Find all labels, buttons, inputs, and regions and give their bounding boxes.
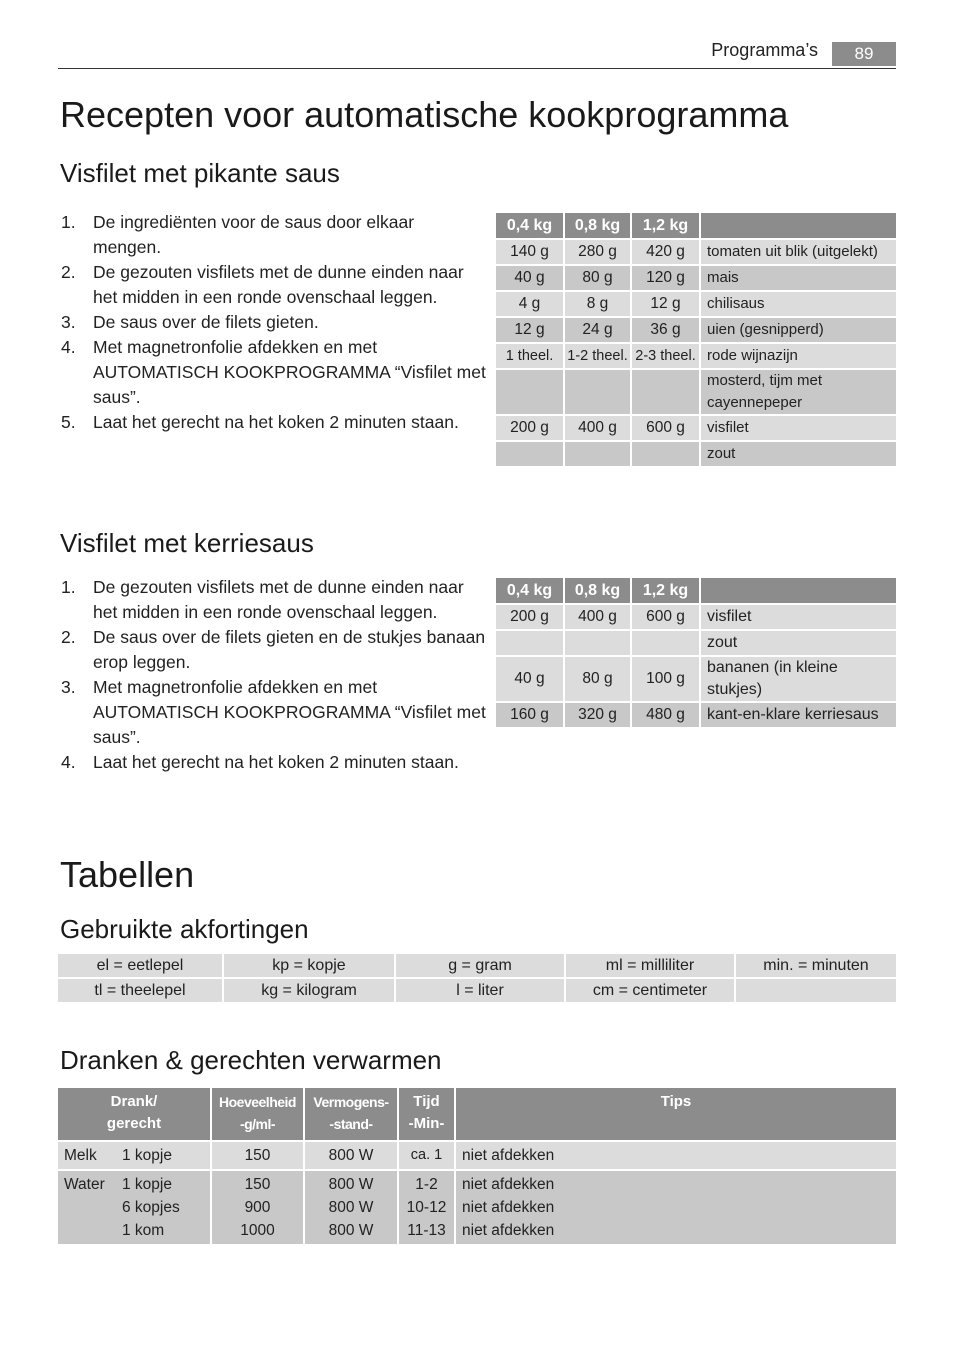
table-cell: 24 g (565, 318, 630, 342)
abbreviations-title: Gebruikte akfortingen (60, 914, 309, 944)
table-cell: 120 g (632, 266, 699, 290)
table-cell: uien (gesnipperd) (701, 318, 896, 342)
header-divider (58, 68, 896, 69)
table-cell: 400 g (565, 416, 630, 440)
table-cell: tomaten uit blik (uitgelekt) (701, 240, 896, 264)
table-cell: 2-3 theel. (632, 344, 699, 368)
table-cell (736, 979, 896, 1002)
table-cell (58, 1171, 210, 1244)
table-cell: 800 W (305, 1142, 397, 1169)
table-cell: ca. 1 (399, 1142, 454, 1169)
table-row (496, 416, 896, 440)
table-row (496, 657, 896, 701)
ingredients-table-pikante-saus (494, 211, 898, 468)
column-header (701, 578, 896, 603)
table-cell: 400 g (565, 605, 630, 629)
list-item: 2. De gezouten visfilets met de dunne einden naar het midden in een ronde ovenschaal leggen. (61, 262, 464, 307)
table-cell (58, 1142, 210, 1169)
drink-portions: 1 kopje (122, 1147, 172, 1164)
table-cell: 600 g (632, 605, 699, 629)
table-header-row (496, 213, 896, 238)
table-cell (565, 442, 630, 466)
table-cell: 160 g (496, 703, 563, 727)
table-cell: 4 g (496, 292, 563, 316)
table-cell: 1-2 10-12 11-13 (399, 1171, 454, 1244)
step-text: Laat het gerecht na het koken 2 minuten staan. (93, 412, 459, 432)
warming-table (56, 1086, 898, 1246)
column-header: 1,2 kg (632, 213, 699, 238)
table-cell: 150 900 1000 (212, 1171, 303, 1244)
column-header: Tijd -Min- (399, 1088, 454, 1140)
table-cell: 200 g (496, 416, 563, 440)
recipe-steps-kerriesaus (58, 575, 486, 775)
table-cell: 140 g (496, 240, 563, 264)
table-cell: min. = minuten (736, 954, 896, 977)
table-cell: 12 g (632, 292, 699, 316)
table-cell: niet afdekken niet afdekken niet afdekken (456, 1171, 896, 1244)
list-item: 2. De saus over de filets gieten en de stukjes banaan erop leggen. (61, 627, 486, 672)
table-cell (565, 631, 630, 655)
table-cell: 80 g (565, 657, 630, 701)
table-cell (496, 370, 563, 414)
table-cell: 800 W 800 W 800 W (305, 1171, 397, 1244)
table-cell (632, 631, 699, 655)
table-cell: l = liter (396, 979, 564, 1002)
table-cell: visfilet (701, 605, 896, 629)
table-cell: rode wijnazijn (701, 344, 896, 368)
table-cell (496, 442, 563, 466)
table-cell: 40 g (496, 657, 563, 701)
table-cell: visfilet (701, 416, 896, 440)
column-header: 0,8 kg (565, 213, 630, 238)
table-cell: 320 g (565, 703, 630, 727)
table-cell: cm = centimeter (566, 979, 734, 1002)
table-cell (496, 631, 563, 655)
table-row (58, 979, 896, 1002)
table-cell (632, 442, 699, 466)
table-cell: 200 g (496, 605, 563, 629)
table-cell: bananen (in kleine stukjes) (701, 657, 896, 701)
table-cell: kg = kilogram (224, 979, 394, 1002)
section-title-tables: Tabellen (60, 854, 195, 895)
list-item: 5. Laat het gerecht na het koken 2 minuten staan. (61, 412, 459, 432)
column-header: 0,8 kg (565, 578, 630, 603)
step-text: De gezouten visfilets met de dunne einden naar het midden in een ronde ovenschaal leggen. (93, 262, 464, 307)
column-header: Tips (456, 1088, 896, 1140)
table-cell: 1 theel. (496, 344, 563, 368)
table-row (496, 318, 896, 342)
list-item: 3. De saus over de filets gieten. (61, 312, 319, 332)
table-row (496, 240, 896, 264)
table-cell: 420 g (632, 240, 699, 264)
table-cell: chilisaus (701, 292, 896, 316)
table-cell: g = gram (396, 954, 564, 977)
column-header: 1,2 kg (632, 578, 699, 603)
table-cell: niet afdekken (456, 1142, 896, 1169)
column-header: Hoeveelheid -g/ml- (212, 1088, 303, 1140)
drink-portions: 1 kopje 6 kopjes 1 kom (122, 1176, 180, 1239)
table-cell: 1-2 theel. (565, 344, 630, 368)
ingredients-table-kerriesaus (494, 576, 898, 729)
table-cell: kant-en-klare kerriesaus (701, 703, 896, 727)
step-text: De saus over de filets gieten. (93, 312, 319, 332)
table-cell: mosterd, tijm met cayennepeper (701, 370, 896, 414)
list-item: 1. De gezouten visfilets met de dunne einden naar het midden in een ronde ovenschaal leggen. (61, 577, 464, 622)
table-cell (565, 370, 630, 414)
table-cell: tl = theelepel (58, 979, 222, 1002)
table-cell: zout (701, 631, 896, 655)
table-row (496, 605, 896, 629)
table-row (58, 1142, 896, 1169)
table-row (496, 266, 896, 290)
table-cell (632, 370, 699, 414)
table-row (496, 703, 896, 727)
column-header: Vermogens- -stand- (305, 1088, 397, 1140)
table-cell: mais (701, 266, 896, 290)
recipe-steps-pikante-saus (58, 210, 486, 435)
table-row (58, 954, 896, 977)
drink-name: Melk (64, 1147, 97, 1164)
table-row (496, 292, 896, 316)
step-text: De gezouten visfilets met de dunne einden naar het midden in een ronde ovenschaal leggen. (93, 577, 464, 622)
table-cell: 480 g (632, 703, 699, 727)
table-cell: 100 g (632, 657, 699, 701)
column-header: Drank/ gerecht (58, 1088, 210, 1140)
table-cell: kp = kopje (224, 954, 394, 977)
section-title-recipes: Recepten voor automatische kookprogramma (60, 94, 789, 135)
table-cell: 36 g (632, 318, 699, 342)
step-text: De ingrediënten voor de saus door elkaar mengen. (93, 212, 415, 257)
step-text: Met magnetronfolie afdekken en met AUTOMATISCH KOOKPROGRAMMA “Visfilet met saus”. (93, 337, 486, 407)
table-header-row (496, 578, 896, 603)
warming-title: Dranken & gerechten verwarmen (60, 1045, 442, 1075)
column-header (701, 213, 896, 238)
table-row (496, 442, 896, 466)
page-number: 89 (832, 42, 896, 66)
table-cell: 600 g (632, 416, 699, 440)
table-cell: 80 g (565, 266, 630, 290)
list-item: 4. Laat het gerecht na het koken 2 minuten staan. (61, 752, 459, 772)
abbreviations-table (56, 952, 898, 1004)
table-cell: 280 g (565, 240, 630, 264)
table-cell: el = eetlepel (58, 954, 222, 977)
table-cell: 150 (212, 1142, 303, 1169)
table-cell: 12 g (496, 318, 563, 342)
column-header: 0,4 kg (496, 578, 563, 603)
list-item: 4. Met magnetronfolie afdekken en met AUTOMATISCH KOOKPROGRAMMA “Visfilet met saus”. (61, 337, 486, 407)
table-header-row (58, 1088, 896, 1140)
table-cell: ml = milliliter (566, 954, 734, 977)
step-text: Laat het gerecht na het koken 2 minuten staan. (93, 752, 459, 772)
step-text: Met magnetronfolie afdekken en met AUTOMATISCH KOOKPROGRAMMA “Visfilet met saus”. (93, 677, 486, 747)
table-row (58, 1171, 896, 1244)
table-row (496, 631, 896, 655)
step-text: De saus over de filets gieten en de stukjes banaan erop leggen. (93, 627, 486, 672)
table-cell: 8 g (565, 292, 630, 316)
drink-name: Water (64, 1176, 105, 1193)
table-cell: zout (701, 442, 896, 466)
list-item: 1. De ingrediënten voor de saus door elkaar mengen. (61, 212, 415, 257)
table-row (496, 370, 896, 414)
recipe-title-kerriesaus: Visfilet met kerriesaus (60, 528, 314, 558)
recipe-title-pikante-saus: Visfilet met pikante saus (60, 158, 340, 188)
running-header-section: Programma’s (711, 40, 818, 60)
table-row (496, 344, 896, 368)
list-item: 3. Met magnetronfolie afdekken en met AUTOMATISCH KOOKPROGRAMMA “Visfilet met saus”. (61, 677, 486, 747)
table-cell: 40 g (496, 266, 563, 290)
column-header: 0,4 kg (496, 213, 563, 238)
